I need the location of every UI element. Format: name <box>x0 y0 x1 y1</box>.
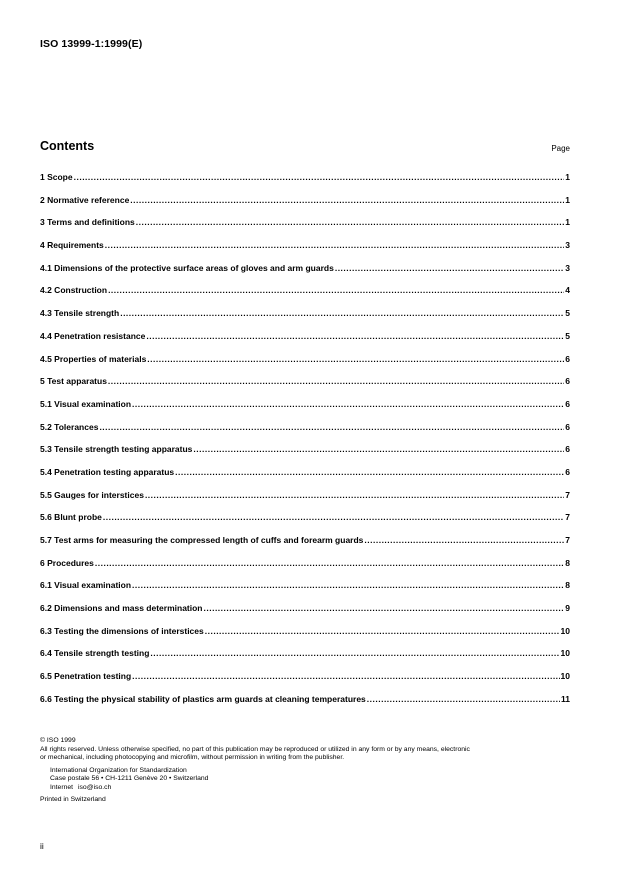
toc-entry[interactable] <box>40 263 570 286</box>
toc-dot-leader <box>132 671 559 681</box>
toc-dot-leader <box>150 648 559 658</box>
toc-dot-leader <box>335 263 564 273</box>
toc-entry-title: 6.6 Testing the physical stability of plastics arm guards at cleaning temperatures <box>40 693 366 704</box>
toc-dot-leader <box>367 694 560 704</box>
toc-entry-page: 7 <box>565 512 570 523</box>
toc-dot-leader <box>120 308 564 318</box>
toc-entry[interactable] <box>40 217 570 240</box>
toc-entry-title: 5 Test apparatus <box>40 376 107 387</box>
toc-entry-title: 3 Terms and definitions <box>40 217 135 228</box>
toc-dot-leader <box>108 285 564 295</box>
toc-dot-leader <box>204 603 565 613</box>
toc-entry-page: 6 <box>565 398 570 409</box>
internet-label: Internet <box>50 783 74 791</box>
toc-dot-leader <box>147 354 564 364</box>
toc-entry-title: 5.7 Test arms for measuring the compressed length of cuffs and forearm guards <box>40 535 364 545</box>
toc-entry[interactable] <box>40 376 570 399</box>
toc-entry-title: 5.2 Tolerances <box>40 421 99 432</box>
toc-entry-page: 6 <box>565 444 570 455</box>
toc-dot-leader <box>132 399 564 409</box>
internet-line <box>50 784 580 792</box>
toc-entry[interactable] <box>40 444 570 467</box>
toc-entry-title: 4 Requirements <box>40 240 104 251</box>
toc-entry[interactable] <box>40 172 570 195</box>
toc-entry[interactable] <box>40 399 570 422</box>
toc-entry-title: 4.4 Penetration resistance <box>40 330 146 341</box>
toc-dot-leader <box>99 422 564 432</box>
toc-entry-page: 6 <box>565 376 570 387</box>
toc-entry[interactable] <box>40 580 570 603</box>
toc-entry-page: 5 <box>565 330 570 341</box>
toc-entry[interactable] <box>40 603 570 626</box>
toc-dot-leader <box>146 331 564 341</box>
toc-entry[interactable] <box>40 308 570 331</box>
toc-entry[interactable] <box>40 558 570 581</box>
toc-entry-title: 4.1 Dimensions of the protective surface areas of gloves and arm guards <box>40 262 334 273</box>
toc-entry[interactable] <box>40 331 570 354</box>
publisher-address <box>50 767 580 792</box>
toc-dot-leader <box>105 240 564 250</box>
toc-entry-title: 6.3 Testing the dimensions of interstices <box>40 625 204 636</box>
toc-dot-leader <box>74 172 565 182</box>
copyright-block <box>40 737 580 805</box>
organization-name: International Organization for Standardization <box>50 766 187 774</box>
toc-entry[interactable] <box>40 354 570 377</box>
page-number: ii <box>40 841 44 851</box>
toc-dot-leader <box>175 467 564 477</box>
toc-entry-page: 1 <box>565 194 570 205</box>
toc-entry-page: 8 <box>565 557 570 568</box>
toc-entry-title: 5.1 Visual examination <box>40 398 132 409</box>
toc-entry-title: 5.5 Gauges for interstices <box>40 489 144 500</box>
toc-entry[interactable] <box>40 490 570 513</box>
toc-entry-page: 11 <box>561 693 570 704</box>
toc-entry-page: 9 <box>565 603 570 614</box>
postal-address: Case postale 56 • CH-1211 Genève 20 • Switzerland <box>50 775 209 783</box>
toc-entry[interactable] <box>40 422 570 445</box>
toc-entry-page: 10 <box>560 671 570 682</box>
toc-dot-leader <box>108 376 564 386</box>
toc-entry-title: 6.5 Penetration testing <box>40 671 132 682</box>
toc-entry-title: 5.4 Penetration testing apparatus <box>40 466 175 477</box>
toc-entry-page: 1 <box>565 217 570 228</box>
toc-entry-page: 10 <box>560 648 570 659</box>
copyright-symbol-line: © ISO 1999 <box>40 737 76 744</box>
toc-entry-page: 8 <box>565 580 570 591</box>
toc-dot-leader <box>95 558 564 568</box>
toc-entry-title: 2 Normative reference <box>40 194 130 205</box>
toc-entry-page: 7 <box>565 489 570 500</box>
toc-entry-page: 6 <box>565 421 570 432</box>
toc-dot-leader <box>193 444 564 454</box>
page-column-label: Page <box>551 144 570 153</box>
toc-entry[interactable] <box>40 648 570 671</box>
toc-entry-page: 6 <box>565 353 570 364</box>
toc-entry-page: 7 <box>565 535 570 545</box>
printed-location: Printed in Switzerland <box>40 796 106 803</box>
toc-dot-leader <box>145 490 564 500</box>
toc-entry[interactable] <box>40 671 570 694</box>
toc-entry-title: 6.1 Visual examination <box>40 580 132 591</box>
rights-notice-line-2: or mechanical, including photocopying and microfilm, without permission in writing from the publisher. <box>40 754 345 762</box>
toc-dot-leader <box>136 217 564 227</box>
toc-entry[interactable] <box>40 694 570 717</box>
toc-dot-leader <box>130 195 564 205</box>
toc-entry[interactable] <box>40 535 570 558</box>
toc-entry-title: 4.2 Construction <box>40 285 108 296</box>
toc-entry-page: 5 <box>565 308 570 319</box>
toc-entry-page: 6 <box>565 466 570 477</box>
toc-entry-page: 10 <box>560 625 570 636</box>
toc-dot-leader <box>205 626 560 636</box>
toc-entry[interactable] <box>40 626 570 649</box>
toc-entry-title: 4.5 Properties of materials <box>40 353 147 364</box>
toc-entry-title: 6.2 Dimensions and mass determination <box>40 603 203 614</box>
toc-entry[interactable] <box>40 195 570 218</box>
toc-entry-page: 3 <box>565 240 570 251</box>
toc-entry[interactable] <box>40 285 570 308</box>
toc-entry-title: 1 Scope <box>40 172 73 182</box>
document-identifier: ISO 13999-1:1999(E) <box>40 38 143 50</box>
toc-entry-page: 1 <box>565 172 570 182</box>
toc-entry-page: 4 <box>565 285 570 296</box>
toc-entry-title: 6.4 Tensile strength testing <box>40 648 150 659</box>
table-of-contents <box>40 172 570 717</box>
toc-entry[interactable] <box>40 512 570 535</box>
toc-entry-title: 5.3 Tensile strength testing apparatus <box>40 444 193 455</box>
toc-dot-leader <box>132 580 564 590</box>
contents-heading: Contents <box>40 139 95 153</box>
toc-entry-title: 4.3 Tensile strength <box>40 308 120 319</box>
toc-entry-title: 6 Procedures <box>40 557 94 568</box>
toc-entry-title: 5.6 Blunt probe <box>40 512 102 523</box>
toc-dot-leader <box>364 535 564 545</box>
toc-entry[interactable] <box>40 240 570 263</box>
toc-entry-page: 3 <box>565 262 570 273</box>
toc-dot-leader <box>103 512 564 522</box>
toc-entry[interactable] <box>40 467 570 490</box>
internet-email: iso@iso.ch <box>78 783 112 791</box>
rights-notice-line-1: All rights reserved. Unless otherwise specified, no part of this publication may be reproduced or utilized in any form or by any means, electronic <box>40 745 470 753</box>
